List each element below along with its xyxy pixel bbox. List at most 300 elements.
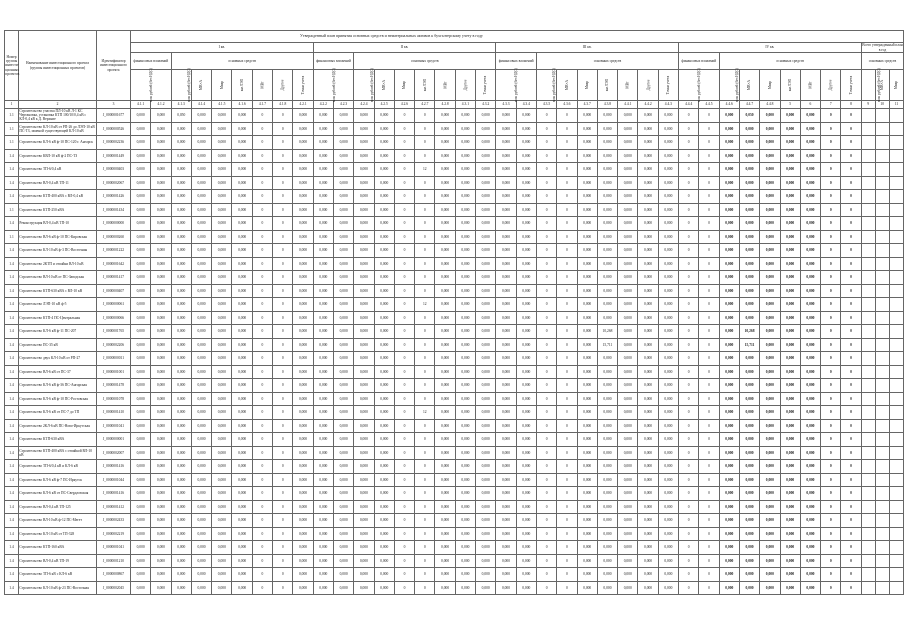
table-cell: 0,000 bbox=[638, 487, 658, 501]
table-cell: 0,000 bbox=[780, 379, 800, 393]
table-cell: 0,000 bbox=[333, 352, 353, 366]
table-cell: 0,000 bbox=[577, 365, 597, 379]
table-cell: 0,000 bbox=[151, 271, 171, 285]
table-cell: 0,000 bbox=[455, 514, 475, 528]
table-cell: 0,000 bbox=[577, 514, 597, 528]
table-cell: 0,000 bbox=[191, 487, 211, 501]
column-code: 8 bbox=[841, 101, 861, 109]
table-cell: 0,000 bbox=[171, 406, 191, 420]
table-cell: 0,000 bbox=[293, 244, 313, 258]
table-cell: 0,000 bbox=[658, 541, 678, 555]
table-cell: 0 bbox=[557, 460, 577, 474]
table-cell bbox=[875, 163, 889, 177]
table-cell: 1.4 bbox=[5, 271, 19, 285]
table-cell: 0,000 bbox=[374, 446, 394, 460]
table-cell: 0,000 bbox=[618, 136, 638, 150]
table-cell: 0 bbox=[536, 527, 556, 541]
table-cell: Строительство ЛЭП-10 кВ ф-5 bbox=[19, 298, 97, 312]
table-cell: 0,000 bbox=[476, 217, 496, 231]
table-cell: 0,000 bbox=[313, 217, 333, 231]
table-cell: 0,000 bbox=[374, 406, 394, 420]
table-cell: J_0000001412 bbox=[97, 500, 131, 514]
table-cell: 0,000 bbox=[212, 419, 232, 433]
column-code: 4.4.2 bbox=[638, 101, 658, 109]
table-cell: 0 bbox=[394, 392, 414, 406]
column-code: 4.1.8 bbox=[273, 101, 293, 109]
table-cell: 0 bbox=[821, 149, 841, 163]
table-cell: 0,000 bbox=[313, 541, 333, 555]
table-cell: 0 bbox=[679, 203, 699, 217]
table-row bbox=[5, 406, 904, 420]
table-cell bbox=[861, 257, 875, 271]
table-cell: 0,000 bbox=[191, 352, 211, 366]
table-cell: J_0000001416 bbox=[97, 487, 131, 501]
table-cell: 0,000 bbox=[719, 284, 739, 298]
table-cell bbox=[889, 487, 904, 501]
table-cell bbox=[889, 338, 904, 352]
table-cell: 0,000 bbox=[638, 149, 658, 163]
table-cell: 0,000 bbox=[232, 527, 252, 541]
table-cell: 0,000 bbox=[760, 244, 780, 258]
table-cell: 0,000 bbox=[618, 122, 638, 136]
table-cell: 0 bbox=[699, 298, 719, 312]
table-cell: J_0000001041 bbox=[97, 419, 131, 433]
table-cell: 0 bbox=[252, 487, 272, 501]
table-cell: 0,000 bbox=[374, 379, 394, 393]
table-cell bbox=[861, 149, 875, 163]
table-cell: 0,000 bbox=[171, 541, 191, 555]
unit-header: МВт bbox=[252, 70, 272, 101]
table-cell: 0,000 bbox=[597, 149, 617, 163]
table-cell: 0 bbox=[841, 298, 861, 312]
column-code: 4.3.4 bbox=[516, 101, 536, 109]
table-cell bbox=[875, 379, 889, 393]
table-cell: 0,000 bbox=[618, 217, 638, 231]
table-cell: 0,000 bbox=[597, 257, 617, 271]
table-cell: 0 bbox=[841, 446, 861, 460]
table-cell: 0,000 bbox=[212, 514, 232, 528]
table-cell: 0 bbox=[821, 527, 841, 541]
table-cell: 0 bbox=[394, 446, 414, 460]
table-cell: J_0000000407 bbox=[97, 284, 131, 298]
table-cell: 0 bbox=[415, 473, 435, 487]
unit-header: км ЛЭП bbox=[232, 70, 252, 101]
table-cell: 0,000 bbox=[151, 541, 171, 555]
table-cell: 0,000 bbox=[435, 365, 455, 379]
table-cell: J_0000000403 bbox=[97, 163, 131, 177]
table-cell: 0,000 bbox=[597, 419, 617, 433]
table-cell: 0 bbox=[821, 554, 841, 568]
table-cell: 0,000 bbox=[171, 433, 191, 447]
table-cell: 0,000 bbox=[171, 460, 191, 474]
table-cell: 0 bbox=[273, 460, 293, 474]
table-cell: 0,000 bbox=[739, 298, 759, 312]
table-cell: 0 bbox=[821, 136, 841, 150]
table-cell: 0,000 bbox=[374, 230, 394, 244]
table-cell: 0 bbox=[699, 433, 719, 447]
table-cell: 1.4 bbox=[5, 473, 19, 487]
table-cell bbox=[861, 271, 875, 285]
table-cell: 0 bbox=[679, 230, 699, 244]
table-cell: 0,000 bbox=[293, 433, 313, 447]
table-cell: 0,000 bbox=[739, 487, 759, 501]
table-cell: 0,000 bbox=[313, 311, 333, 325]
table-cell: 0,000 bbox=[333, 176, 353, 190]
table-cell: 0,000 bbox=[780, 541, 800, 555]
table-cell bbox=[861, 298, 875, 312]
table-cell: 0,000 bbox=[171, 581, 191, 595]
table-cell: 0,000 bbox=[719, 554, 739, 568]
table-cell: 0 bbox=[273, 352, 293, 366]
table-cell bbox=[861, 163, 875, 177]
table-cell: 0,000 bbox=[496, 230, 516, 244]
table-cell: 0,000 bbox=[131, 487, 151, 501]
table-cell bbox=[889, 406, 904, 420]
table-cell bbox=[875, 460, 889, 474]
table-cell: 0,000 bbox=[354, 392, 374, 406]
table-cell: 0,000 bbox=[455, 163, 475, 177]
table-cell: 0,000 bbox=[719, 163, 739, 177]
table-cell: 0,000 bbox=[131, 203, 151, 217]
table-cell: 0 bbox=[821, 568, 841, 582]
table-row bbox=[5, 163, 904, 177]
table-cell: 0,000 bbox=[212, 257, 232, 271]
table-cell: 0,000 bbox=[151, 487, 171, 501]
table-cell: 0 bbox=[415, 581, 435, 595]
table-cell: J_0000000011 bbox=[97, 352, 131, 366]
table-cell: 0,000 bbox=[719, 149, 739, 163]
table-cell: 0,000 bbox=[760, 109, 780, 123]
table-cell: 0,000 bbox=[719, 460, 739, 474]
table-cell: 0,000 bbox=[435, 433, 455, 447]
table-cell: Строительство 2КТП и отпайки ВЛ-10 кВ bbox=[19, 257, 97, 271]
table-cell: 0,000 bbox=[455, 311, 475, 325]
table-cell: 0,000 bbox=[800, 433, 820, 447]
table-cell: 0,000 bbox=[191, 446, 211, 460]
table-cell: 0,000 bbox=[333, 217, 353, 231]
table-cell: 0 bbox=[821, 311, 841, 325]
table-cell: Строительство КТП-400 кВА с ВЛ-0,4 кВ bbox=[19, 190, 97, 204]
table-cell: 0 bbox=[557, 230, 577, 244]
table-cell: Строительство КТП-630 кВА bbox=[19, 433, 97, 447]
table-cell: 0,000 bbox=[618, 365, 638, 379]
table-cell: 0,000 bbox=[638, 122, 658, 136]
table-cell: 0,000 bbox=[658, 581, 678, 595]
table-cell: 0 bbox=[415, 352, 435, 366]
table-cell: 0,000 bbox=[516, 163, 536, 177]
table-cell: 1.4 bbox=[5, 500, 19, 514]
table-cell: 0,000 bbox=[719, 406, 739, 420]
column-code: 4.1.4 bbox=[191, 101, 211, 109]
table-cell: J_0000000526 bbox=[97, 122, 131, 136]
table-cell: 0,000 bbox=[313, 257, 333, 271]
table-cell: 0,000 bbox=[719, 230, 739, 244]
table-cell: 0,000 bbox=[171, 203, 191, 217]
unit-header: МВ×А bbox=[374, 70, 394, 101]
table-cell: 0,000 bbox=[739, 176, 759, 190]
table-cell: 0,000 bbox=[131, 338, 151, 352]
table-cell bbox=[889, 203, 904, 217]
table-cell bbox=[889, 311, 904, 325]
table-cell: 0,000 bbox=[618, 298, 638, 312]
table-cell: 0,000 bbox=[577, 433, 597, 447]
table-cell: 0,000 bbox=[435, 284, 455, 298]
table-cell: 0 bbox=[415, 541, 435, 555]
table-cell: 0,000 bbox=[435, 122, 455, 136]
table-cell: 0,000 bbox=[232, 163, 252, 177]
table-cell bbox=[875, 298, 889, 312]
table-cell: J_0000002045 bbox=[97, 581, 131, 595]
table-cell: 0 bbox=[252, 500, 272, 514]
table-cell: 0,000 bbox=[191, 406, 211, 420]
table-cell: 0 bbox=[415, 284, 435, 298]
table-cell: 0,000 bbox=[293, 460, 313, 474]
table-cell: 0,000 bbox=[455, 298, 475, 312]
table-cell: 0,000 bbox=[212, 406, 232, 420]
table-cell: 0,000 bbox=[516, 460, 536, 474]
data-table bbox=[4, 30, 904, 595]
table-cell: 0,000 bbox=[800, 122, 820, 136]
table-cell: 0,000 bbox=[313, 365, 333, 379]
table-cell: 0,000 bbox=[760, 392, 780, 406]
table-cell: 0 bbox=[699, 338, 719, 352]
table-cell: 1.4 bbox=[5, 163, 19, 177]
table-cell: 0,000 bbox=[760, 379, 780, 393]
table-cell: 0 bbox=[557, 122, 577, 136]
table-cell: J_0000002007 bbox=[97, 446, 131, 460]
table-cell: 0,000 bbox=[191, 392, 211, 406]
table-cell: 0,000 bbox=[212, 230, 232, 244]
table-cell: 1.4 bbox=[5, 460, 19, 474]
table-cell: 0,000 bbox=[800, 527, 820, 541]
table-cell: 0,000 bbox=[476, 122, 496, 136]
table-cell: 0,000 bbox=[760, 514, 780, 528]
unit-header: МВ×А bbox=[191, 70, 211, 101]
table-cell: 0,000 bbox=[496, 419, 516, 433]
table-cell: J_0000001416 bbox=[97, 460, 131, 474]
table-cell: 0,000 bbox=[435, 325, 455, 339]
table-cell: 0,000 bbox=[658, 109, 678, 123]
table-cell: 0,000 bbox=[191, 568, 211, 582]
table-cell: 0,000 bbox=[435, 109, 455, 123]
table-row bbox=[5, 581, 904, 595]
table-cell bbox=[889, 433, 904, 447]
table-cell: 0 bbox=[841, 203, 861, 217]
table-cell: 0,000 bbox=[800, 163, 820, 177]
table-cell: 0 bbox=[557, 203, 577, 217]
table-cell: 0,000 bbox=[516, 419, 536, 433]
table-cell: 0 bbox=[679, 109, 699, 123]
table-cell: 0,000 bbox=[577, 230, 597, 244]
table-cell: 0,000 bbox=[800, 109, 820, 123]
table-cell: 0,000 bbox=[333, 500, 353, 514]
table-cell: 0,000 bbox=[171, 311, 191, 325]
table-cell: 0,000 bbox=[618, 311, 638, 325]
table-cell: 0,000 bbox=[435, 176, 455, 190]
table-cell: 0 bbox=[394, 298, 414, 312]
table-cell: 0,000 bbox=[435, 581, 455, 595]
table-cell: 0,000 bbox=[455, 325, 475, 339]
table-row bbox=[5, 338, 904, 352]
table-cell: 0,000 bbox=[658, 244, 678, 258]
table-cell: 0 bbox=[252, 419, 272, 433]
table-cell: J_0000001426 bbox=[97, 190, 131, 204]
table-cell: 0,050 bbox=[739, 109, 759, 123]
table-cell: 0,000 bbox=[618, 541, 638, 555]
table-cell: 0 bbox=[252, 298, 272, 312]
table-cell: 0 bbox=[536, 379, 556, 393]
table-cell bbox=[889, 419, 904, 433]
table-cell: 0,000 bbox=[293, 338, 313, 352]
table-cell: 0 bbox=[679, 419, 699, 433]
table-cell: 0,000 bbox=[191, 554, 211, 568]
table-cell: 0,000 bbox=[354, 500, 374, 514]
table-cell: 0,000 bbox=[151, 365, 171, 379]
table-cell: 0,000 bbox=[597, 460, 617, 474]
table-cell: 0 bbox=[252, 581, 272, 595]
table-cell: 0,000 bbox=[435, 203, 455, 217]
table-cell: 0 bbox=[273, 203, 293, 217]
table-cell: J_0000001210 bbox=[97, 554, 131, 568]
table-cell bbox=[889, 244, 904, 258]
table-cell: 0,000 bbox=[780, 149, 800, 163]
unit-header: млн рублей (без НДС) bbox=[313, 70, 354, 101]
table-cell: 0 bbox=[841, 352, 861, 366]
table-cell: 0,000 bbox=[577, 541, 597, 555]
quarter-header: III кв. bbox=[496, 43, 679, 53]
table-cell: J_0000000260 bbox=[97, 230, 131, 244]
table-cell: 0 bbox=[821, 500, 841, 514]
table-cell: 0 bbox=[679, 473, 699, 487]
table-cell: 0,000 bbox=[476, 379, 496, 393]
table-cell: 0,000 bbox=[719, 244, 739, 258]
table-cell: 0 bbox=[415, 149, 435, 163]
table-cell: 0 bbox=[536, 460, 556, 474]
table-cell: J_0000002206 bbox=[97, 338, 131, 352]
table-cell: 0,000 bbox=[638, 568, 658, 582]
total-year-header: Всего утвержденный план в год bbox=[862, 43, 903, 52]
table-cell: 0,000 bbox=[435, 487, 455, 501]
table-cell: 0 bbox=[679, 554, 699, 568]
table-cell: 0,000 bbox=[638, 271, 658, 285]
column-code: 4.2.1 bbox=[293, 101, 313, 109]
table-cell: 0,000 bbox=[354, 244, 374, 258]
table-cell: 0,000 bbox=[800, 379, 820, 393]
table-cell: 0,000 bbox=[760, 203, 780, 217]
table-cell: 0,000 bbox=[658, 500, 678, 514]
table-cell: 0,000 bbox=[171, 419, 191, 433]
table-cell bbox=[875, 419, 889, 433]
table-cell: 0,000 bbox=[800, 500, 820, 514]
table-cell bbox=[889, 122, 904, 136]
table-cell: 0,000 bbox=[476, 244, 496, 258]
table-cell: 0,000 bbox=[151, 527, 171, 541]
table-cell: 0,000 bbox=[618, 244, 638, 258]
table-cell: 0 bbox=[252, 460, 272, 474]
table-cell: 0,000 bbox=[496, 392, 516, 406]
table-cell: 0,000 bbox=[455, 554, 475, 568]
table-cell: 0,000 bbox=[658, 392, 678, 406]
table-cell: 0,000 bbox=[171, 244, 191, 258]
table-cell: 0,000 bbox=[191, 230, 211, 244]
table-cell: 0 bbox=[273, 271, 293, 285]
table-cell: 0,000 bbox=[212, 581, 232, 595]
table-cell: 0,000 bbox=[191, 419, 211, 433]
column-code: 4.1.1 bbox=[131, 101, 151, 109]
table-cell: 0,000 bbox=[577, 284, 597, 298]
table-cell: 1.4 bbox=[5, 433, 19, 447]
table-cell: 0 bbox=[252, 365, 272, 379]
table-cell: 0 bbox=[841, 433, 861, 447]
table-cell: 0 bbox=[394, 271, 414, 285]
table-cell: 0 bbox=[679, 271, 699, 285]
table-cell: 0 bbox=[252, 230, 272, 244]
table-cell: 0 bbox=[273, 284, 293, 298]
table-cell bbox=[861, 473, 875, 487]
table-cell: 0,000 bbox=[739, 311, 759, 325]
table-cell: 0,000 bbox=[455, 446, 475, 460]
table-row bbox=[5, 298, 904, 312]
table-cell: 0,000 bbox=[739, 392, 759, 406]
table-cell: 0,000 bbox=[496, 338, 516, 352]
table-cell: 0,000 bbox=[313, 460, 333, 474]
table-cell: 0,000 bbox=[374, 136, 394, 150]
table-cell: 0,000 bbox=[131, 298, 151, 312]
table-cell: 0,000 bbox=[719, 325, 739, 339]
table-cell: 0 bbox=[679, 217, 699, 231]
table-cell: 0,000 bbox=[618, 284, 638, 298]
table-cell: J_0000001041 bbox=[97, 541, 131, 555]
table-cell: 0 bbox=[679, 527, 699, 541]
table-cell: 0,000 bbox=[171, 379, 191, 393]
table-cell: 0 bbox=[679, 379, 699, 393]
table-cell: 0,000 bbox=[800, 541, 820, 555]
table-cell: Строительство КЛ-6 кВ ф-7 ПС-Иркутск bbox=[19, 473, 97, 487]
table-cell: 0,000 bbox=[719, 514, 739, 528]
table-cell: 0 bbox=[699, 325, 719, 339]
unit-header: Другое bbox=[821, 70, 841, 101]
table-cell bbox=[861, 176, 875, 190]
unit-header: Точки учета bbox=[841, 70, 861, 101]
table-cell: 0,000 bbox=[638, 230, 658, 244]
table-cell: 0,000 bbox=[476, 514, 496, 528]
table-cell bbox=[861, 406, 875, 420]
table-cell: 0,000 bbox=[760, 500, 780, 514]
table-cell: 0,000 bbox=[476, 163, 496, 177]
table-cell: 0,000 bbox=[597, 541, 617, 555]
table-cell bbox=[861, 311, 875, 325]
table-cell: 0 bbox=[841, 365, 861, 379]
table-cell: 1.4 bbox=[5, 541, 19, 555]
table-cell: 0 bbox=[536, 365, 556, 379]
table-cell bbox=[889, 325, 904, 339]
table-cell: 0,000 bbox=[800, 230, 820, 244]
table-row bbox=[5, 244, 904, 258]
table-cell: 0,000 bbox=[516, 338, 536, 352]
table-cell: 0,000 bbox=[232, 298, 252, 312]
table-cell: 0,000 bbox=[739, 433, 759, 447]
table-cell: 0,000 bbox=[658, 514, 678, 528]
table-cell: 0,000 bbox=[333, 365, 353, 379]
table-cell: 0,000 bbox=[212, 203, 232, 217]
table-cell: 0,000 bbox=[151, 446, 171, 460]
table-cell: 0,000 bbox=[739, 473, 759, 487]
table-cell bbox=[875, 271, 889, 285]
table-cell: 0,000 bbox=[131, 217, 151, 231]
table-cell: 0,000 bbox=[354, 257, 374, 271]
table-cell: 0,000 bbox=[191, 500, 211, 514]
table-cell: 0 bbox=[841, 473, 861, 487]
